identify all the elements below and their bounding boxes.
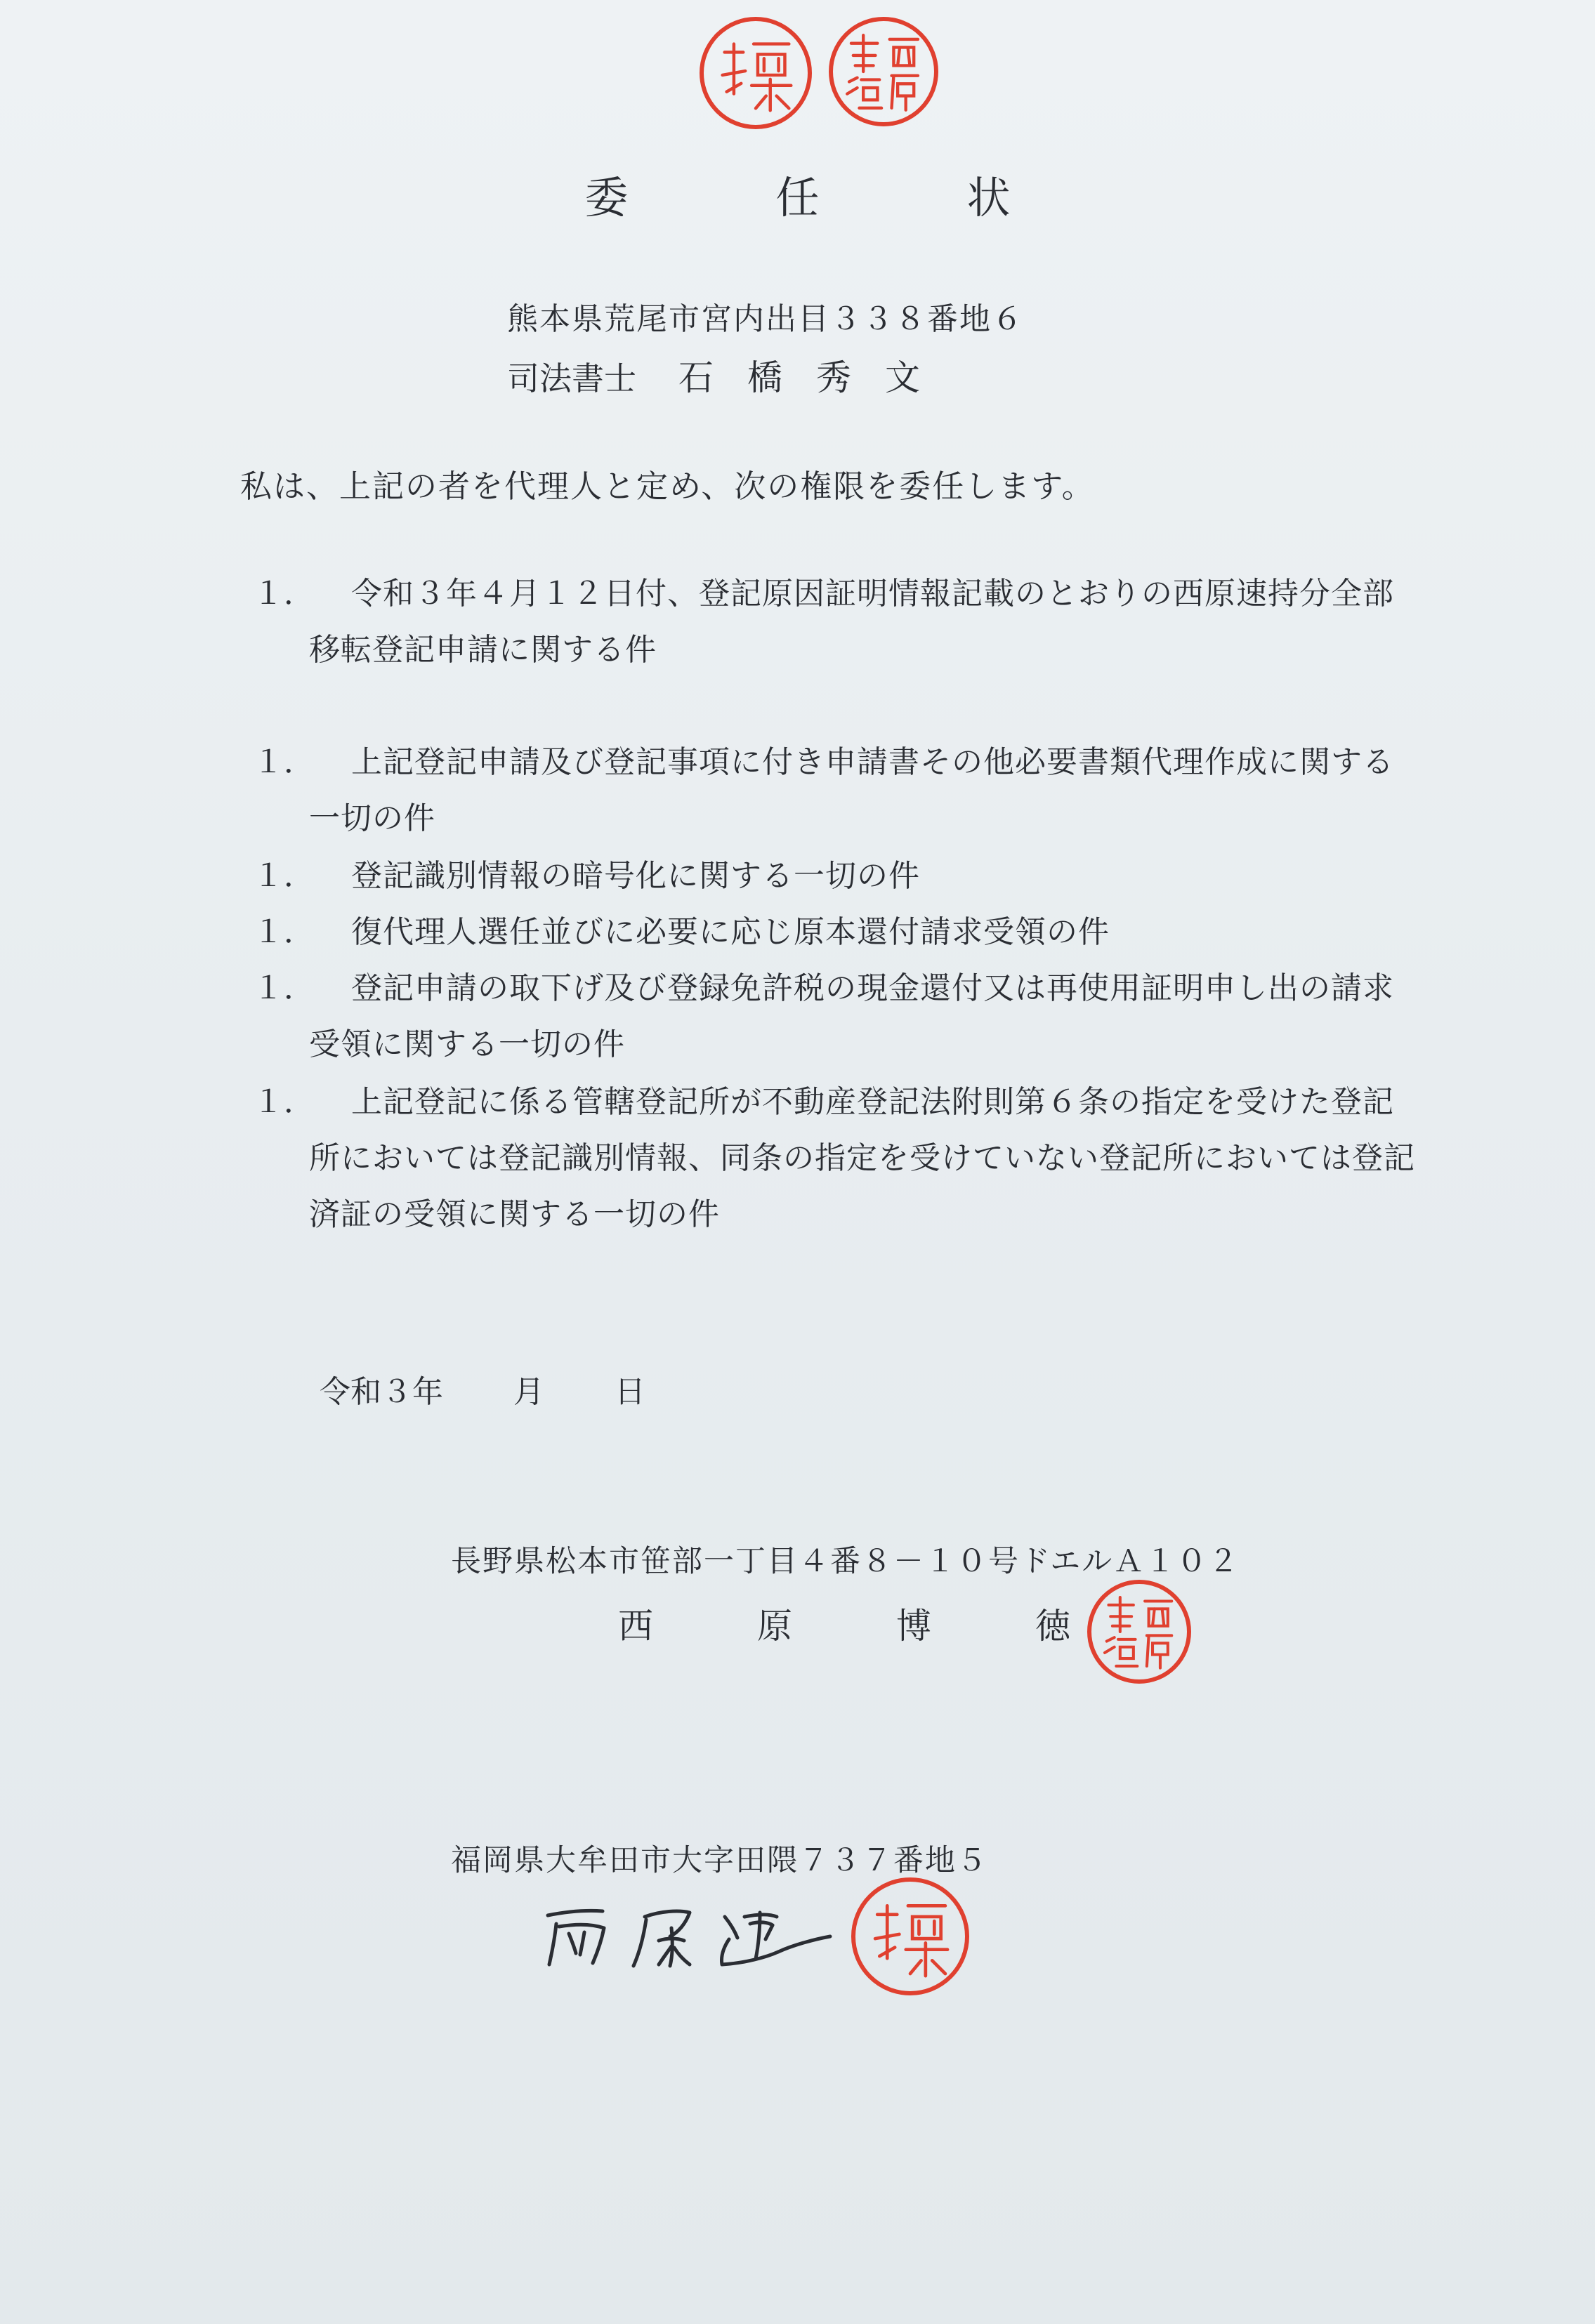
principal-1-name-char-1: 西 <box>618 1606 653 1646</box>
authority-item-3 <box>253 848 1419 904</box>
principal-1-name-char-3: 博 <box>896 1606 931 1646</box>
intro-statement: 私は、上記の者を代理人と定め、次の権限を委任します。 <box>240 468 1095 505</box>
principal-1-name-char-4: 徳 <box>1035 1606 1070 1646</box>
document-title <box>0 163 1595 225</box>
item-number: １． <box>253 576 315 612</box>
item-number: １． <box>253 858 315 894</box>
authority-item-4 <box>253 904 1419 960</box>
title-char-2: 任 <box>775 172 820 223</box>
agent-name-char-2: 橋 <box>747 357 782 398</box>
seal-hayashi <box>851 1877 969 1995</box>
title-char-3: 状 <box>966 172 1011 223</box>
seal-hironori-top-glyph <box>833 21 934 122</box>
principal-2-address: 福岡県大牟田市大字田隈７３７番地５ <box>451 1843 988 1878</box>
authority-item-6 <box>253 1074 1419 1243</box>
agent-name-char-1: 石 <box>678 357 714 398</box>
date-month: 月 <box>513 1374 544 1410</box>
agent-name-char-4: 文 <box>885 357 920 398</box>
item-text: 上記登記申請及び登記事項に付き申請書その他必要書類代理作成に関する一切の件 <box>309 744 1394 836</box>
handwritten-signature <box>541 1896 836 1973</box>
agent-name-char-3: 秀 <box>816 357 851 398</box>
item-number: １． <box>253 1084 315 1120</box>
agent-name-row <box>507 350 954 400</box>
seal-hironori-glyph <box>1091 1584 1187 1679</box>
item-text: 復代理人選任並びに必要に応じ原本還付請求受領の件 <box>351 914 1110 950</box>
item-number: １． <box>253 744 315 780</box>
signature-strokes <box>541 1896 836 1973</box>
date-line <box>320 1366 716 1411</box>
seal-hironori <box>1087 1580 1191 1684</box>
item-number: １． <box>253 970 315 1006</box>
seal-hayashi-glyph <box>855 1882 965 1991</box>
seal-hayashi-top <box>700 17 812 129</box>
authority-item-2 <box>253 734 1419 847</box>
agent-address: 熊本県荒尾市宮内出目３３８番地６ <box>507 301 1024 337</box>
seal-hironori-top <box>829 17 938 126</box>
date-era-year: 令和３年 <box>320 1374 443 1410</box>
item-text: 登記識別情報の暗号化に関する一切の件 <box>351 858 920 894</box>
agent-role: 司法書士 <box>507 359 636 397</box>
item-text: 令和３年４月１２日付、登記原因証明情報記載のとおりの西原速持分全部移転登記申請に関する件 <box>309 576 1394 668</box>
seal-hayashi-top-glyph <box>704 21 808 125</box>
item-text: 登記申請の取下げ及び登録免許税の現金還付又は再使用証明申し出の請求受領に関する一切の件 <box>309 970 1394 1062</box>
authority-item-1 <box>253 566 1419 678</box>
principal-1-name-char-2: 原 <box>757 1606 792 1646</box>
title-char-1: 委 <box>584 172 629 223</box>
authority-item-5 <box>253 960 1419 1073</box>
date-day: 日 <box>615 1374 645 1410</box>
item-number: １． <box>253 914 315 950</box>
item-text: 上記登記に係る管轄登記所が不動産登記法附則第６条の指定を受けた登記所においては登記識別情報、同条の指定を受けていない登記所においては登記済証の受領に関する一切の件 <box>309 1084 1415 1232</box>
principal-1-address: 長野県松本市笹部一丁目４番８－１０号ドエルＡ１０２ <box>451 1544 1240 1579</box>
